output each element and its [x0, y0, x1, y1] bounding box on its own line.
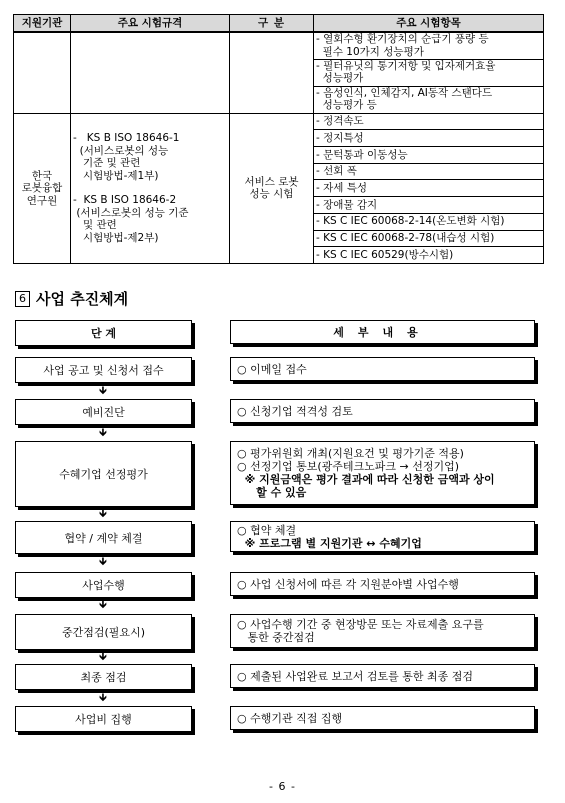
flow-detail: ○ 제출된 사업완료 보고서 검토를 통한 최종 점검 — [230, 664, 535, 688]
flow-step: 중간점검(필요시) — [15, 614, 192, 650]
org-cell-empty — [14, 32, 71, 113]
test-spec-table — [13, 14, 544, 264]
down-arrow-icon: 🡻 — [99, 425, 107, 439]
section-heading — [15, 288, 128, 309]
flow-step: 사업 공고 및 신청서 접수 — [15, 357, 192, 383]
test-item: - 선회 폭 — [314, 163, 544, 180]
header-category: 구 분 — [230, 15, 314, 33]
standard-cell: - KS B ISO 18646-1 (서비스로봇의 성능 기준 및 관련 시험방법-제1부) - KS B ISO 18646-2 (서비스로봇의 성능 기준 및 관련 시험방법-제2부) — [71, 113, 230, 264]
test-item: - 자세 특성 — [314, 180, 544, 197]
test-item: - KS C IEC 60068-2-78(내습성 시험) — [314, 230, 544, 247]
flow-step: 최종 점검 — [15, 664, 192, 690]
test-item: - 정격속도 — [314, 113, 544, 130]
flow-detail: ○ 사업 신청서에 따른 각 지원분야별 사업수행 — [230, 572, 535, 596]
category-cell-empty — [230, 32, 314, 113]
test-item: - 정지특성 — [314, 130, 544, 147]
down-arrow-icon: 🡻 — [99, 597, 107, 611]
test-item: - 장애물 감지 — [314, 197, 544, 214]
section-title: 사업 추진체계 — [36, 290, 129, 308]
standard-cell-empty — [71, 32, 230, 113]
flow-step: 예비진단 — [15, 399, 192, 425]
flow-detail: ○ 평가위원회 개최(지원요건 및 평가기준 적용) ○ 선정기업 통보(광주테크노파크 → 선정기업) ※ 지원금액은 평가 결과에 따라 신청한 금액과 상이 할 수 있음 — [230, 441, 535, 505]
down-arrow-icon: 🡻 — [99, 506, 107, 520]
flow-step: 사업수행 — [15, 572, 192, 598]
flow-detail: ○ 협약 체결 ※ 프로그램 별 지원기관 ↔ 수혜기업 — [230, 521, 535, 552]
flow-step: 사업비 집행 — [15, 706, 192, 732]
test-item: - KS C IEC 60068-2-14(온도변화 시험) — [314, 213, 544, 230]
flow-detail: ○ 사업수행 기간 중 현장방문 또는 자료제출 요구를 통한 중간점검 — [230, 614, 535, 648]
down-arrow-icon: 🡻 — [99, 554, 107, 568]
table-row — [14, 113, 544, 130]
test-item: - 문턱통과 이동성능 — [314, 146, 544, 163]
flow-header-detail: 세부내용 — [230, 320, 535, 344]
page-number: - 6 - — [269, 780, 296, 793]
org-cell: 한국 로봇융합 연구원 — [14, 113, 71, 264]
flow-detail: ○ 신청기업 적격성 검토 — [230, 399, 535, 423]
flow-header-step: 단 계 — [15, 320, 192, 346]
flow-detail: ○ 이메일 접수 — [230, 357, 535, 381]
category-cell: 서비스 로봇 성능 시험 — [230, 113, 314, 264]
table-row — [14, 32, 544, 59]
test-item: - KS C IEC 60529(방수시험) — [314, 247, 544, 264]
flow-step: 협약 / 계약 체결 — [15, 521, 192, 554]
table-header-row — [14, 15, 544, 33]
section-number: 6 — [15, 291, 30, 307]
flow-detail: ○ 수행기관 직접 집행 — [230, 706, 535, 730]
header-org: 지원기관 — [14, 15, 71, 33]
test-item: - 열회수형 환기장치의 순급기 풍량 등 필수 10가지 성능평가 — [314, 32, 544, 59]
down-arrow-icon: 🡻 — [99, 690, 107, 704]
flow-step: 수혜기업 선정평가 — [15, 441, 192, 507]
header-items: 주요 시험항목 — [314, 15, 544, 33]
test-item: - 필터유닛의 통기저항 및 입자제거효율 성능평가 — [314, 59, 544, 86]
down-arrow-icon: 🡻 — [99, 383, 107, 397]
header-standard: 주요 시험규격 — [71, 15, 230, 33]
down-arrow-icon: 🡻 — [99, 649, 107, 663]
test-item: - 음성인식, 인체감지, AI동작 스탠다드 성능평가 등 — [314, 86, 544, 113]
